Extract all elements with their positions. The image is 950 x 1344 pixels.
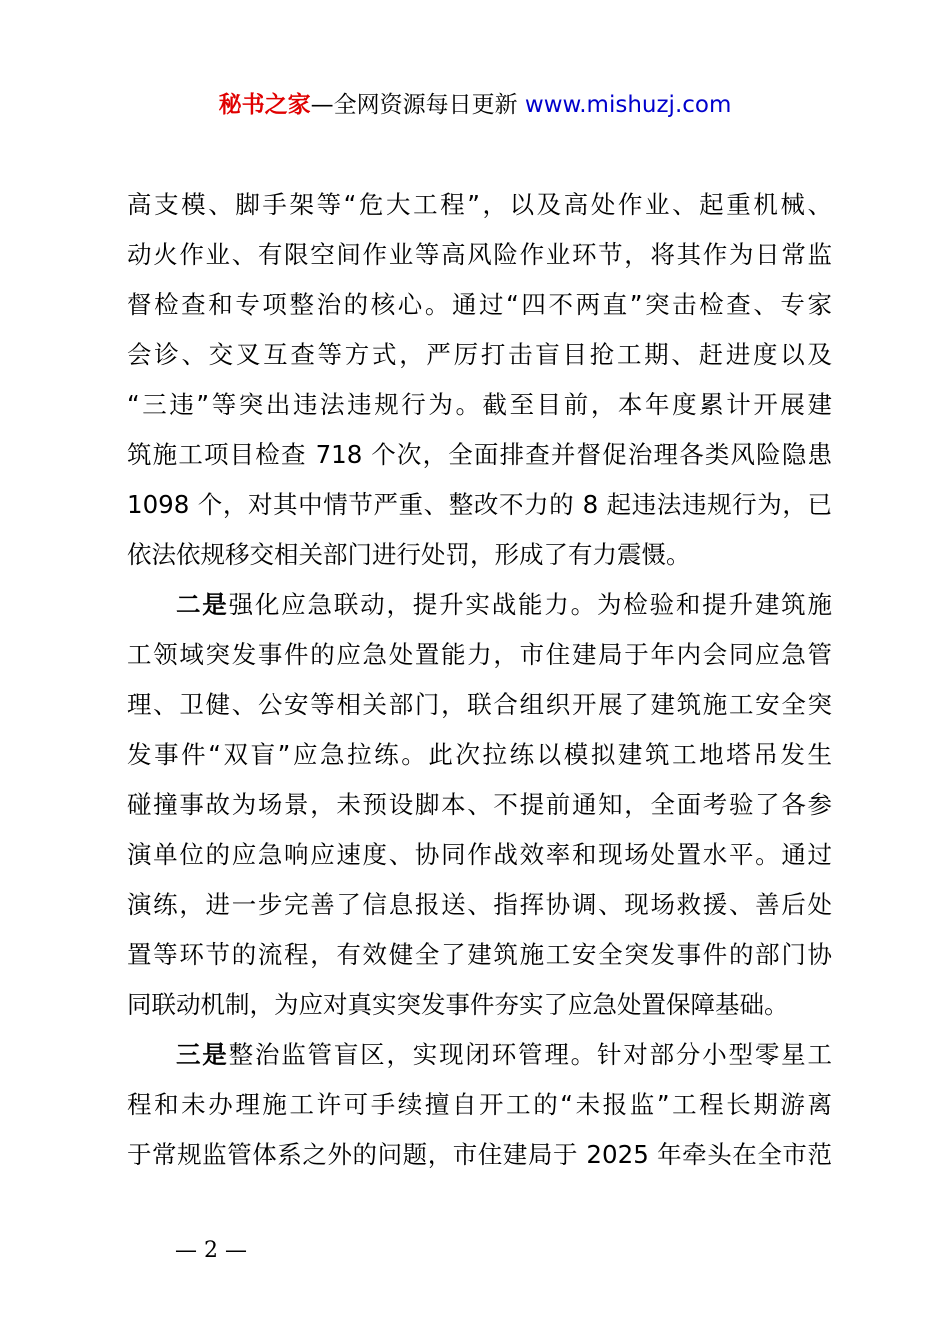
text-line: “三违”等突出违法违规行为。截至目前，本年度累计开展建 [127, 390, 832, 419]
text-line: 会诊、交叉互查等方式，严厉打击盲目抢工期、赶进度以及 [127, 340, 832, 369]
text-line: 演练，进一步完善了信息报送、指挥协调、现场救援、善后处 [127, 890, 832, 919]
paragraph-first-text: 强化应急联动，提升实战能力。为检验和提升建筑施 [228, 590, 832, 619]
text-line: 演单位的应急响应速度、协同作战效率和现场处置水平。通过 [127, 840, 832, 869]
text-line: 1098 个，对其中情节严重、整改不力的 8 起违法违规行为，已 [127, 490, 832, 519]
paragraph-lead: 二是 [176, 590, 229, 619]
text-line: 依法依规移交相关部门进行处罚，形成了有力震慑。 [127, 540, 691, 569]
text-line: 发事件“双盲”应急拉练。此次拉练以模拟建筑工地塔吊发生 [127, 740, 832, 769]
text-line: 动火作业、有限空间作业等高风险作业环节，将其作为日常监 [127, 240, 832, 269]
text-line: 高支模、脚手架等“危大工程”，以及高处作业、起重机械、 [127, 190, 832, 219]
paragraph-first-text: 整治监管盲区，实现闭环管理。针对部分小型零星工 [228, 1040, 832, 1069]
text-line: 同联动机制，为应对真实突发事件夯实了应急处置保障基础。 [127, 990, 789, 1019]
text-line: 筑施工项目检查 718 个次，全面排查并督促治理各类风险隐患 [127, 440, 832, 469]
text-line: 碰撞事故为场景，未预设脚本、不提前通知，全面考验了各参 [127, 790, 832, 819]
site-tagline: —全网资源每日更新 [310, 92, 525, 118]
site-url-link[interactable]: www.mishuzj.com [524, 92, 732, 118]
text-line: 于常规监管体系之外的问题，市住建局于 2025 年牵头在全市范 [127, 1140, 832, 1169]
paragraph-first-line [176, 1030, 832, 1080]
page-number: — 2 — [175, 1238, 247, 1263]
site-header [0, 88, 950, 122]
text-line: 置等环节的流程，有效健全了建筑施工安全突发事件的部门协 [127, 940, 832, 969]
paragraph-first-line [176, 580, 832, 630]
text-line: 程和未办理施工许可手续擅自开工的“未报监”工程长期游离 [127, 1090, 832, 1119]
site-brand: 秘书之家 [218, 92, 311, 118]
text-line: 督检查和专项整治的核心。通过“四不两直”突击检查、专家 [127, 290, 832, 319]
text-line: 工领域突发事件的应急处置能力，市住建局于年内会同应急管 [127, 640, 832, 669]
text-line: 理、卫健、公安等相关部门，联合组织开展了建筑施工安全突 [127, 690, 832, 719]
paragraph-lead: 三是 [176, 1040, 229, 1069]
